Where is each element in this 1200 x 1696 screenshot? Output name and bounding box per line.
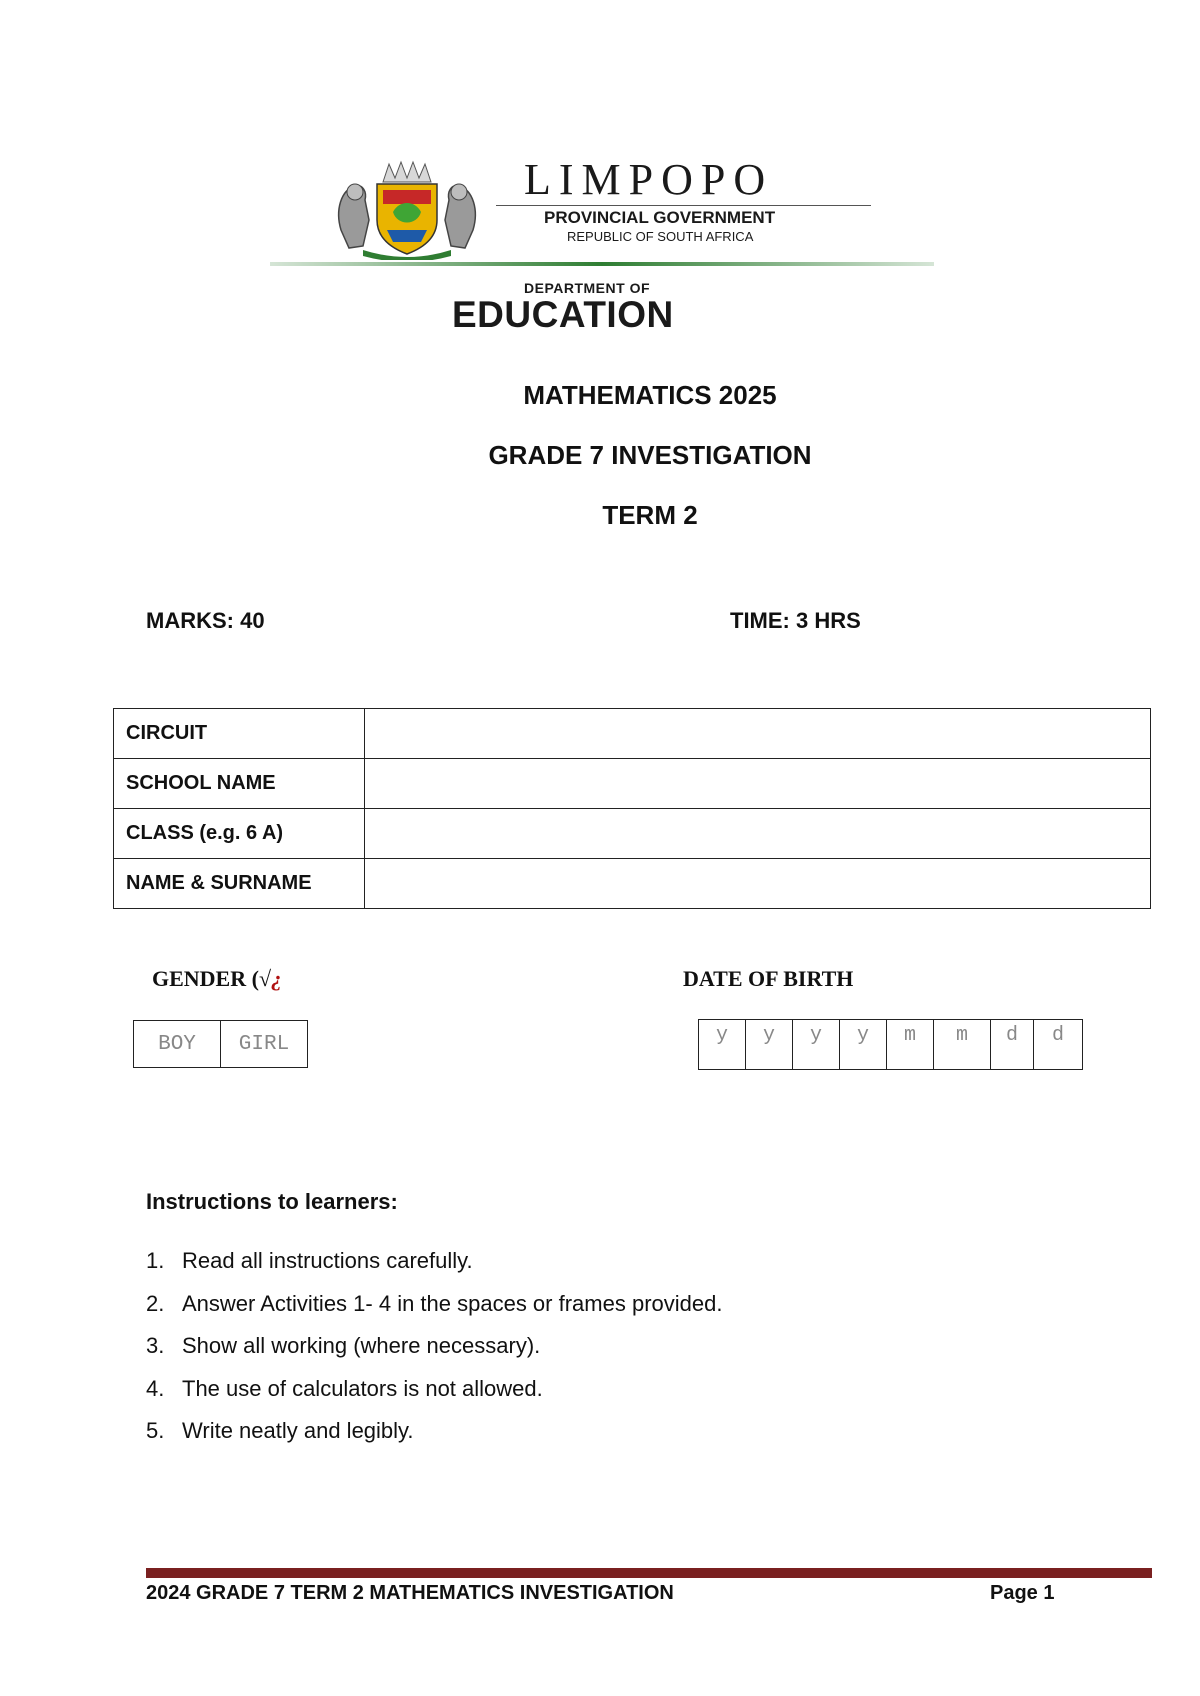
- instructions-title: Instructions to learners:: [146, 1189, 398, 1214]
- list-item-number: 1.: [146, 1248, 165, 1273]
- list-item: [146, 1248, 722, 1291]
- gender-option-boy[interactable]: BOY: [134, 1021, 221, 1068]
- footer-bar: [146, 1568, 1152, 1578]
- school-name-field[interactable]: [365, 759, 1151, 809]
- department-of-label: DEPARTMENT OF: [524, 280, 651, 296]
- instructions-list: [146, 1248, 722, 1461]
- list-item: [146, 1291, 722, 1334]
- school-name-label: SCHOOL NAME: [114, 759, 365, 809]
- subject-title: MATHEMATICS 2025: [523, 380, 777, 410]
- dob-month-cell[interactable]: m: [887, 1020, 934, 1070]
- list-item-text: Answer Activities 1- 4 in the spaces or frames provided.: [182, 1290, 723, 1316]
- name-surname-field[interactable]: [365, 859, 1151, 909]
- country-name: REPUBLIC OF SOUTH AFRICA: [567, 229, 754, 244]
- green-divider: [270, 262, 934, 266]
- term-title: TERM 2: [602, 500, 698, 530]
- dob-day-cell[interactable]: d: [1034, 1020, 1083, 1070]
- table-row: [114, 759, 1151, 809]
- gender-label-text: GENDER (√: [152, 966, 272, 991]
- list-item-text: The use of calculators is not allowed.: [182, 1375, 543, 1401]
- dob-year-cell[interactable]: y: [793, 1020, 840, 1070]
- marks-label: MARKS: 40: [146, 608, 265, 633]
- list-item-number: 3.: [146, 1333, 165, 1358]
- learner-details-table: [113, 708, 1151, 909]
- date-of-birth-label: DATE OF BIRTH: [683, 966, 854, 991]
- gender-option-girl[interactable]: GIRL: [221, 1021, 308, 1068]
- list-item: [146, 1418, 722, 1461]
- class-label: CLASS (e.g. 6 A): [114, 809, 365, 859]
- class-field[interactable]: [365, 809, 1151, 859]
- time-label: TIME: 3 HRS: [730, 608, 861, 633]
- name-surname-label: NAME & SURNAME: [114, 859, 365, 909]
- government-title-block: [496, 155, 876, 244]
- grade-title: GRADE 7 INVESTIGATION: [488, 440, 812, 470]
- department-name: EDUCATION: [452, 294, 674, 335]
- list-item-text: Read all instructions carefully.: [182, 1248, 473, 1273]
- circuit-field[interactable]: [365, 709, 1151, 759]
- footer-title: 2024 GRADE 7 TERM 2 MATHEMATICS INVESTIGATION: [146, 1582, 674, 1604]
- list-item: [146, 1376, 722, 1419]
- table-row: [114, 709, 1151, 759]
- gender-options: [133, 1020, 308, 1068]
- list-item-text: Write neatly and legibly.: [182, 1418, 414, 1443]
- table-row: [114, 809, 1151, 859]
- circuit-label: CIRCUIT: [114, 709, 365, 759]
- dob-year-cell[interactable]: y: [699, 1020, 746, 1070]
- page-number: Page 1: [990, 1582, 1055, 1604]
- coat-of-arms-icon: [333, 160, 481, 260]
- dob-day-cell[interactable]: d: [991, 1020, 1034, 1070]
- gender-label: [152, 966, 282, 992]
- table-row: [114, 859, 1151, 909]
- gender-label-mark: ¿: [271, 966, 283, 991]
- dob-month-cell[interactable]: m: [934, 1020, 991, 1070]
- province-name: LIMPOPO: [524, 155, 774, 204]
- list-item: [146, 1333, 722, 1376]
- list-item-number: 5.: [146, 1418, 165, 1443]
- date-of-birth-boxes: [698, 1019, 1083, 1070]
- government-name: PROVINCIAL GOVERNMENT: [544, 208, 776, 227]
- dob-year-cell[interactable]: y: [840, 1020, 887, 1070]
- list-item-text: Show all working (where necessary).: [182, 1333, 541, 1358]
- title-rule: [496, 205, 871, 206]
- dob-year-cell[interactable]: y: [746, 1020, 793, 1070]
- list-item-number: 4.: [146, 1375, 165, 1401]
- list-item-number: 2.: [146, 1290, 165, 1316]
